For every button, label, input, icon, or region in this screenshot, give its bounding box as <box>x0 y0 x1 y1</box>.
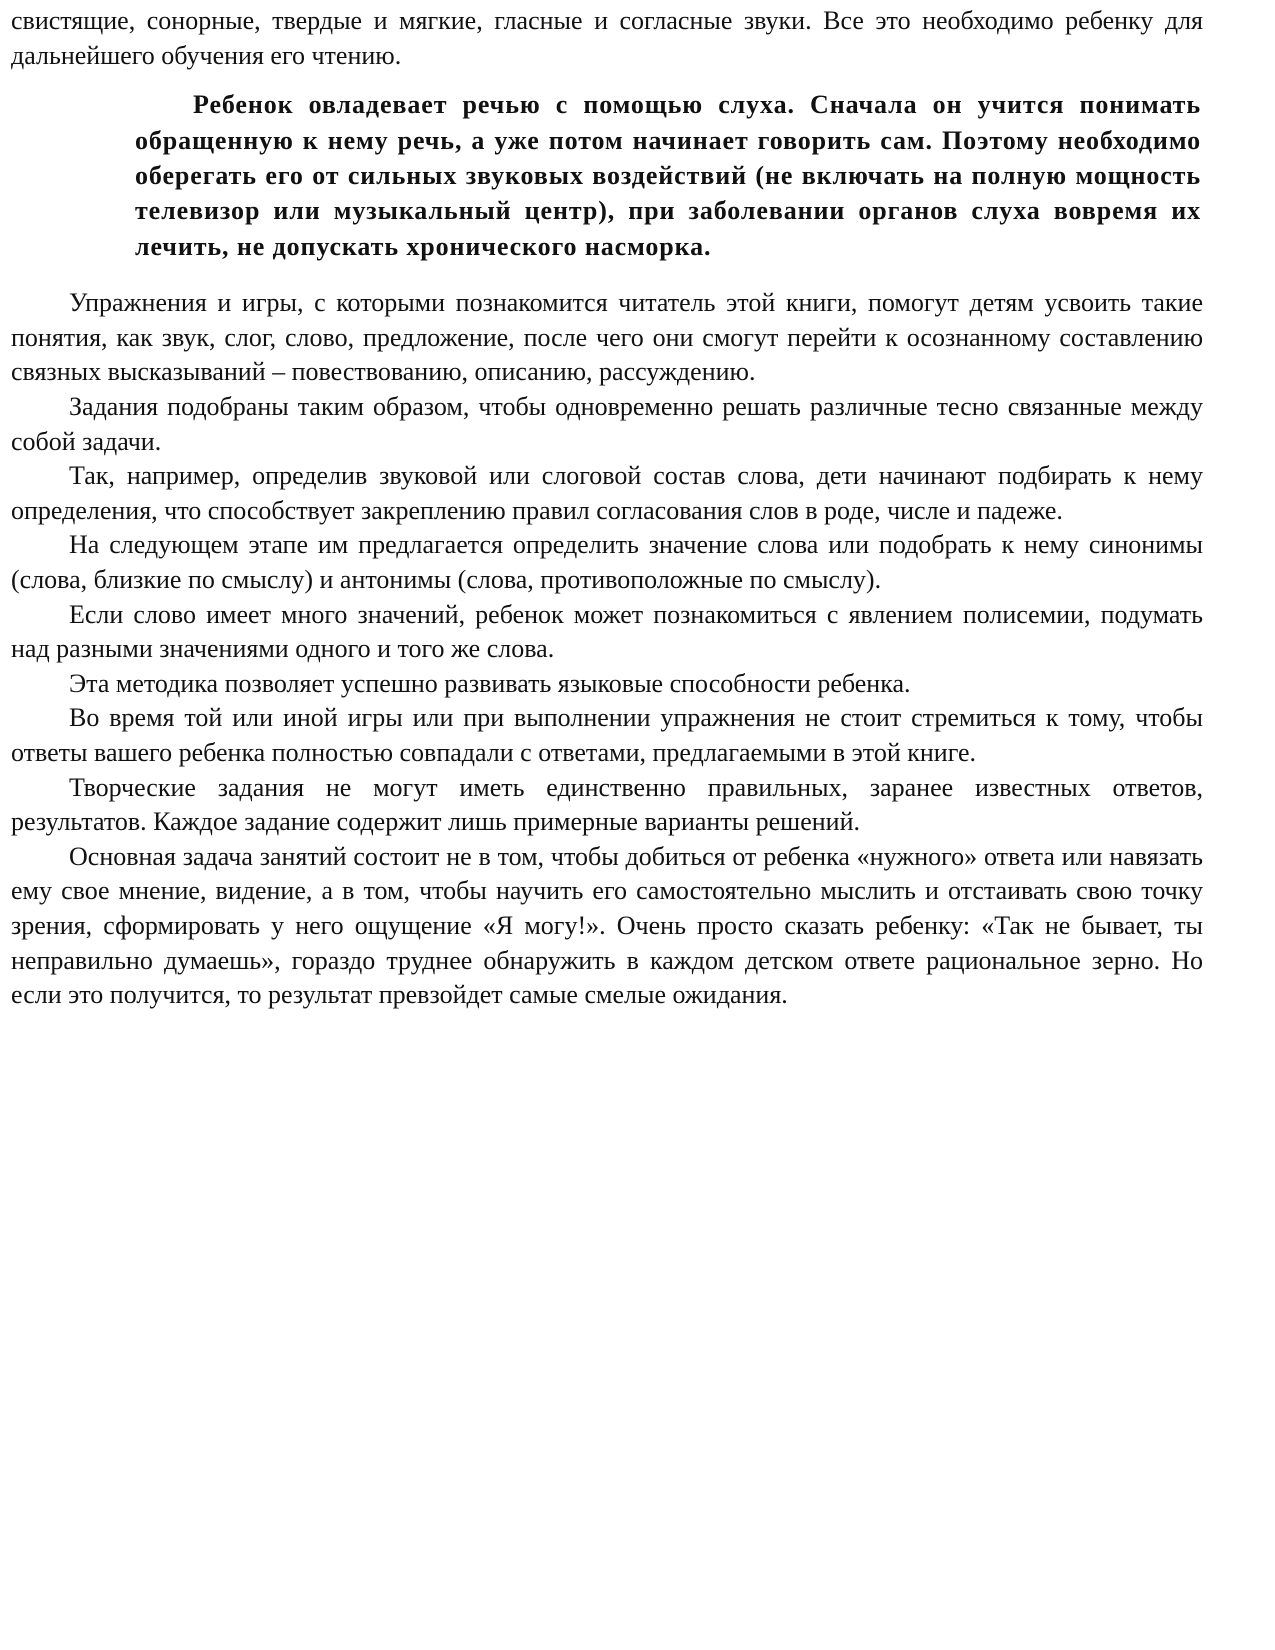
body-paragraph-6: Эта методика позволяет успешно развивать языковые способности ребенка. <box>69 668 911 698</box>
body-paragraph-7: Во время той или иной игры или при выполнении упражнения не стоит стремиться к тому, чтобы ответы вашего ребенка полностью совпадали с ответами, предлагаемыми в этой книге. <box>11 703 1203 767</box>
body-paragraph-8: Творческие задания не могут иметь единственно правильных, заранее известных ответов, результатов. Каждое задание содержит лишь примерные варианты решений. <box>11 772 1203 837</box>
body-paragraph-5: Если слово имеет много значений, ребенок может познакомиться с явлением полисемии, подумать над разными значениями одного и того же слова. <box>11 599 1203 664</box>
body-paragraph-9: Основная задача занятий состоит не в том, чтобы добиться от ребенка «нужного» ответа или навязать ему свое мнение, видение, а в том, чтобы научить его самостоятельно мыслить и отстаивать свою точку зрения, сформировать у него ощущение «Я могу!». Очень просто сказать ребенку: «Так не бывает, ты неправильно думаешь», гораздо труднее обнаружить в каждом детском ответе рациональное зерно. Но если это получится, то результат превзойдет самые смелые ожидания. <box>11 841 1203 1010</box>
bold-callout-paragraph: Ребенок овладевает речью с помощью слуха. Сначала он учится понимать обращенную к нему речь, а уже потом начинает говорить сам. Поэтому необходимо оберегать его от сильных звуковых воздействий (не включать на полную мощность телевизор или музыкальный центр), при заболевании органов слуха вовремя их лечить, не допускать хронического насморка. <box>135 90 1201 261</box>
body-paragraph-2: Задания подобраны таким образом, чтобы одновременно решать различные тесно связанные между собой задачи. <box>11 392 1203 456</box>
body-paragraph-1: Упражнения и игры, с которыми познакомится читатель этой книги, помогут детям усвоить такие понятия, как звук, слог, слово, предложение, после чего они смогут перейти к осознанному составлению связных высказываний – повествованию, описанию, рассуждению. <box>11 288 1203 387</box>
body-paragraph-3: Так, например, определив звуковой или слоговой состав слова, дети начинают подбирать к нему определения, что способствует закреплению правил согласования слов в роде, числе и падеже. <box>11 461 1203 525</box>
intro-paragraph: свистящие, сонорные, твердые и мягкие, гласные и согласные звуки. Все это необходимо ребенку для дальнейшего обучения его чтению. <box>11 6 1203 70</box>
document-page <box>11 4 1203 1013</box>
body-paragraph-4: На следующем этапе им предлагается определить значение слова или подобрать к нему синонимы (слова, близкие по смыслу) и антонимы (слова, противоположные по смыслу). <box>11 530 1203 594</box>
